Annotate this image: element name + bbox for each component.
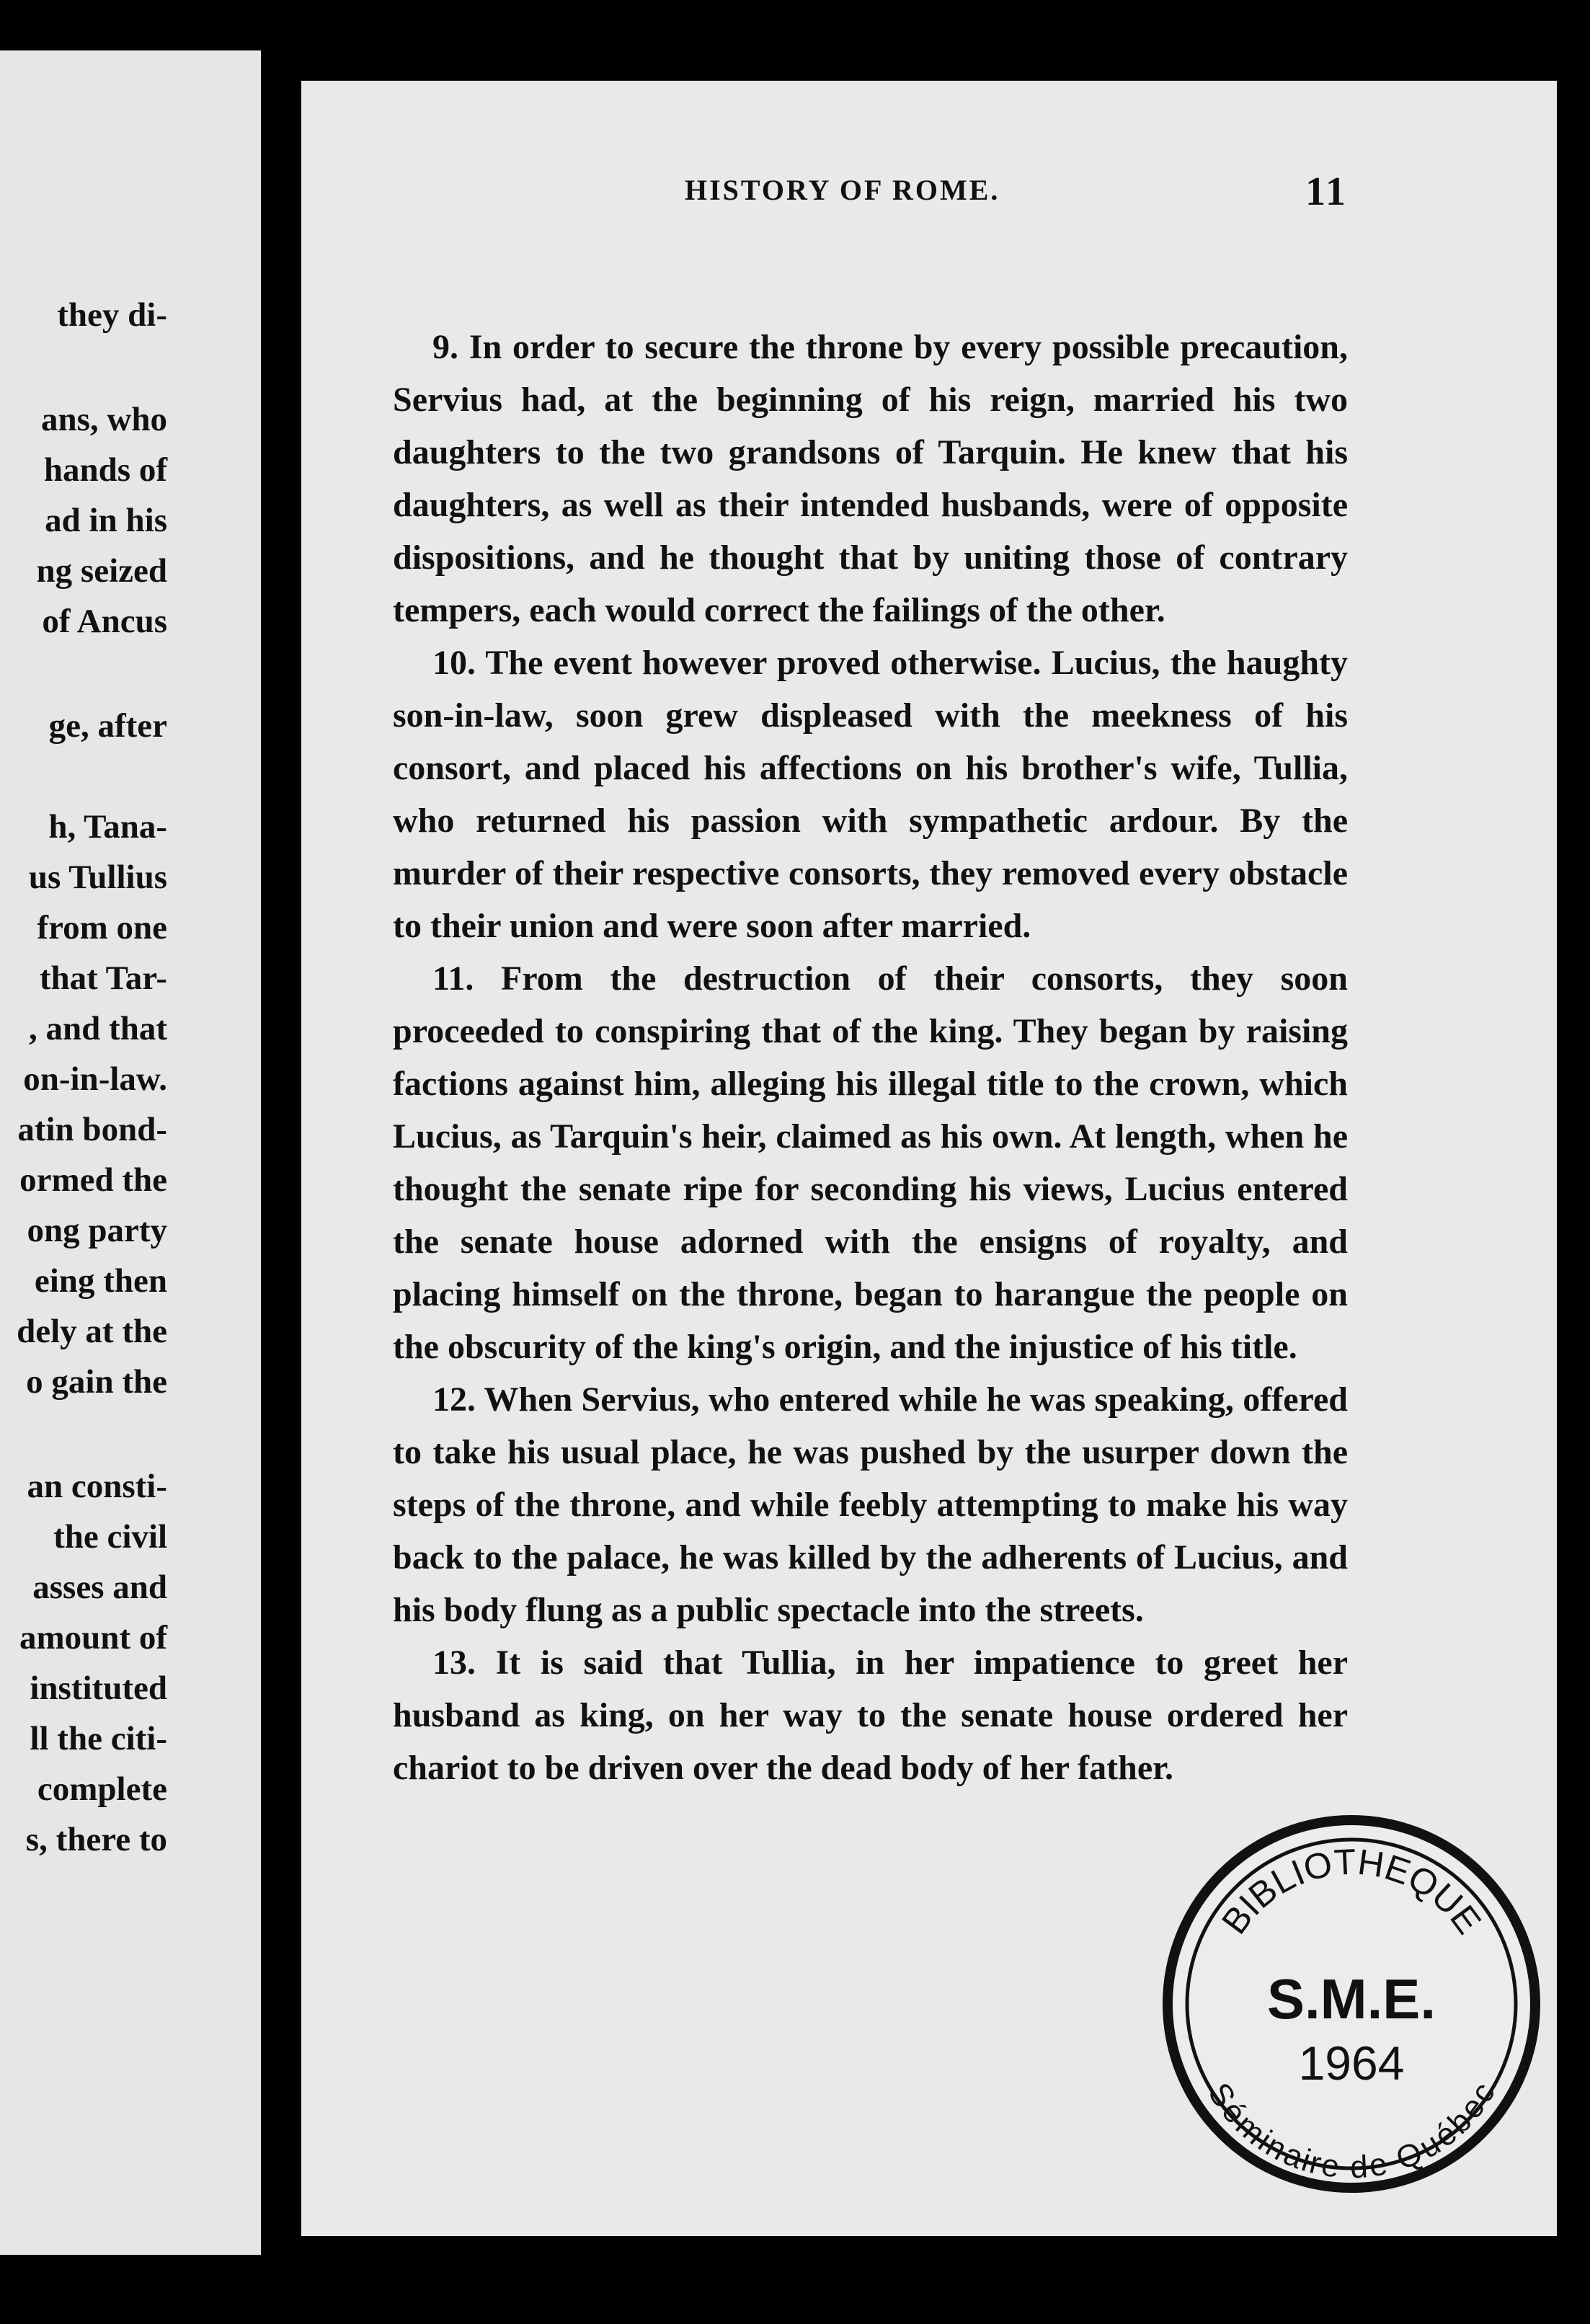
stamp-middle-text: S.M.E. <box>1266 1967 1436 2031</box>
paragraph-10: 10. The event however proved otherwise. Lucius, the haughty son-in-law, soon grew displeased with the meekness of his consort, and placed his affections on his brother's wife, Tullia, who returned his passion with sympathetic ardour. By the murder of their respective consorts, they removed every obstacle to their union and were soon after married. <box>393 644 1348 945</box>
paragraph-9: 9. In order to secure the throne by every possible precaution, Servius had, at the beginning of his reign, married his two daughters to the two grandsons of Tarquin. He knew that his daughters, as well as their intended husbands, were of opposite dispositions, and he thought that by uniting those of contrary tempers, each would correct the failings of the other. <box>393 328 1348 629</box>
left-page-line: ng seized <box>36 552 167 590</box>
left-page-line: , and that <box>29 1010 167 1047</box>
left-page-line: asses and <box>32 1569 167 1606</box>
left-page-line: dely at the <box>17 1313 167 1350</box>
left-page-line: ge, after <box>48 707 167 745</box>
left-page-line: complete <box>37 1770 167 1808</box>
left-page-line: ong party <box>27 1212 167 1249</box>
running-head-title: HISTORY OF ROME. <box>685 174 1000 206</box>
left-page-line: ll the citi- <box>30 1720 167 1757</box>
left-page-line: atin bond- <box>17 1111 167 1148</box>
left-page-line: the civil <box>53 1518 167 1556</box>
stamp-year: 1964 <box>1298 2036 1405 2090</box>
left-page-line: ad in his <box>45 502 167 539</box>
body-text <box>393 321 1348 1794</box>
left-page-line: they di- <box>57 296 167 334</box>
left-page-line: of Ancus <box>42 603 167 640</box>
stamp-top-text: BIBLIOTHEQUE <box>1214 1841 1489 1942</box>
left-page-line: us Tullius <box>28 859 167 896</box>
paragraph-13: 13. It is said that Tullia, in her impatience to greet her husband as king, on her way to the senate house ordered her chariot to be driven over the dead body of her father. <box>393 1644 1348 1787</box>
left-page-line: ormed the <box>19 1161 167 1199</box>
left-page-line: ans, who <box>40 401 167 438</box>
paragraph-12: 12. When Servius, who entered while he was speaking, offered to take his usual place, he was pushed by the usurper down the steps of the throne, and while feebly attempting to make his way back to the palace, he was killed by the adherents of Lucius, and his body flung as a public spectacle into the streets. <box>393 1380 1348 1629</box>
left-page-line: amount of <box>19 1619 167 1656</box>
left-page-line: that Tar- <box>39 959 167 997</box>
left-page-line: h, Tana- <box>48 808 167 846</box>
library-stamp <box>1160 1813 1542 2195</box>
left-page-line: s, there to <box>25 1821 167 1858</box>
page-number: 11 <box>1305 169 1348 214</box>
left-page-line: hands of <box>43 451 167 489</box>
running-head <box>382 169 1348 223</box>
left-page-line: on-in-law. <box>23 1060 167 1098</box>
left-page-line: eing then <box>34 1262 167 1300</box>
left-page-line: o gain the <box>26 1363 167 1401</box>
left-page-line: from one <box>37 909 167 946</box>
left-facing-page <box>0 50 261 2255</box>
left-page-line: instituted <box>30 1669 167 1707</box>
stamp-bottom-text: Séminaire de Québec <box>1201 2076 1502 2186</box>
paragraph-11: 11. From the destruction of their consorts, they soon proceeded to conspiring that of the king. They began by raising factions against him, alleging his illegal title to the crown, which Lucius, as Tarquin's heir, claimed as his own. At length, when he thought the senate ripe for seconding his views, Lucius entered the senate house adorned with the ensigns of royalty, and placing himself on the throne, began to harangue the people on the obscurity of the king's origin, and the injustice of his title. <box>393 959 1348 1366</box>
left-page-line: an consti- <box>27 1468 167 1505</box>
